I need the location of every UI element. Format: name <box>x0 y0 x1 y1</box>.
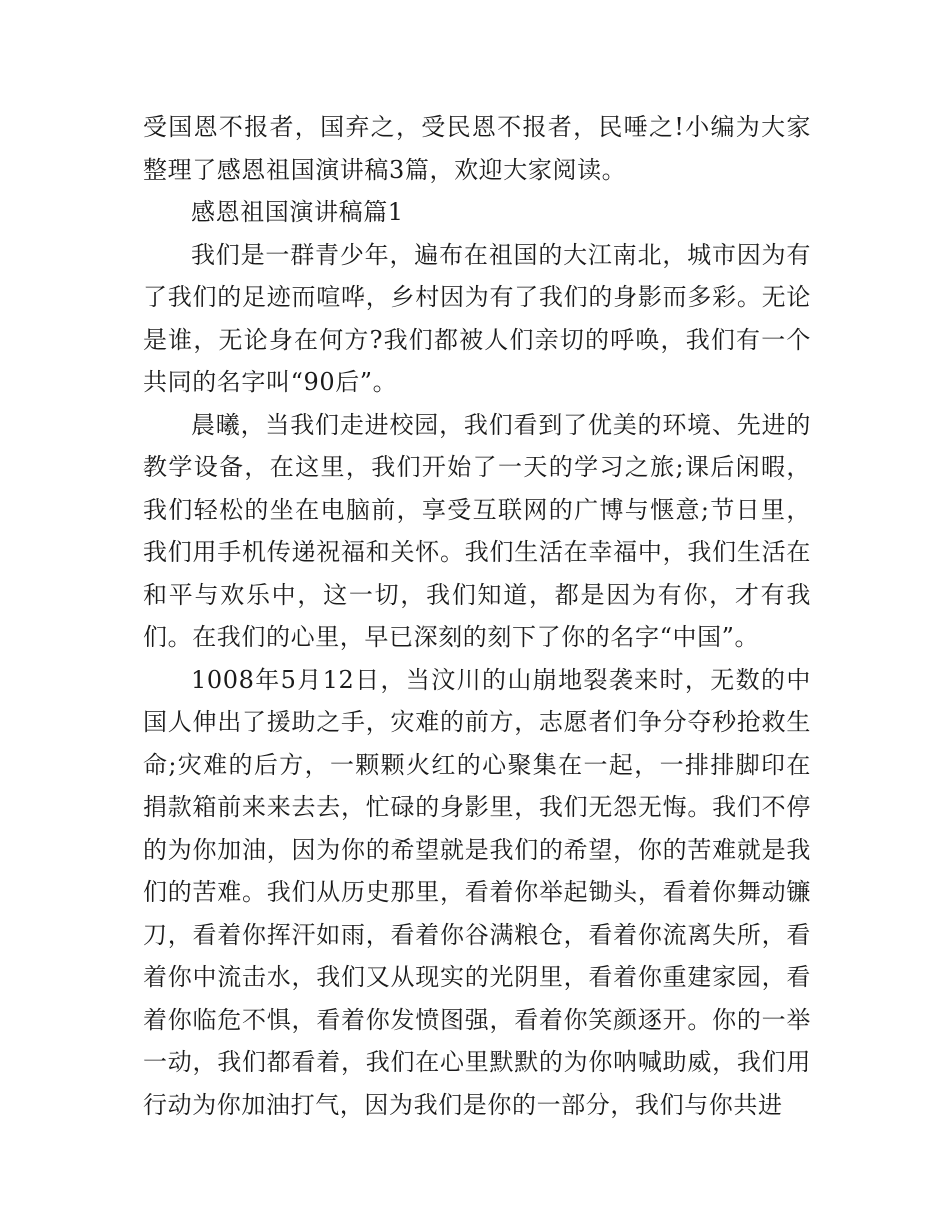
paragraph-intro: 受国恩不报者，国弃之，受民恩不报者，民唾之!小编为大家整理了感恩祖国演讲稿3篇，欢迎大家阅读。 <box>143 113 811 184</box>
paragraph: 1008年5月12日，当汶川的山崩地裂袭来时，无数的中国人伸出了援助之手，灾难的前方，志愿者们争分夺秒抢救生命;灾难的后方，一颗颗火红的心聚集在一起，一排排脚印在捐款箱前来来去去，忙碌的身影里，我们无怨无悔。我们不停的为你加油，因为你的希望就是我们的希望，你的苦难就是我们的苦难。我们从历史那里，看着你举起锄头，看着你舞动镰刀，看着你挥汗如雨，看着你谷满粮仓，看着你流离失所，看着你中流击水，我们又从现实的光阴里，看着你重建家园，看着你临危不惧，看着你发愤图强，看着你笑颜逐开。你的一举一动，我们都看着，我们在心里默默的为你呐喊助威，我们用行动为你加油打气，因为我们是你的一部分，我们与你共进 <box>143 665 811 1119</box>
paragraph: 晨曦，当我们走进校园，我们看到了优美的环境、先进的教学设备，在这里，我们开始了一天的学习之旅;课后闲暇，我们轻松的坐在电脑前，享受互联网的广博与惬意;节日里，我们用手机传递祝福和关怀。我们生活在幸福中，我们生活在和平与欢乐中，这一切，我们知道，都是因为有你，才有我们。在我们的心里，早已深刻的刻下了你的名字“中国”。 <box>143 410 811 651</box>
paragraph: 我们是一群青少年，遍布在祖国的大江南北，城市因为有了我们的足迹而喧哗，乡村因为有了我们的身影而多彩。无论是谁，无论身在何方?我们都被人们亲切的呼唤，我们有一个共同的名字叫“90后”。 <box>143 240 811 396</box>
section-heading: 感恩祖国演讲稿篇1 <box>191 198 404 226</box>
document-body <box>143 106 811 1126</box>
